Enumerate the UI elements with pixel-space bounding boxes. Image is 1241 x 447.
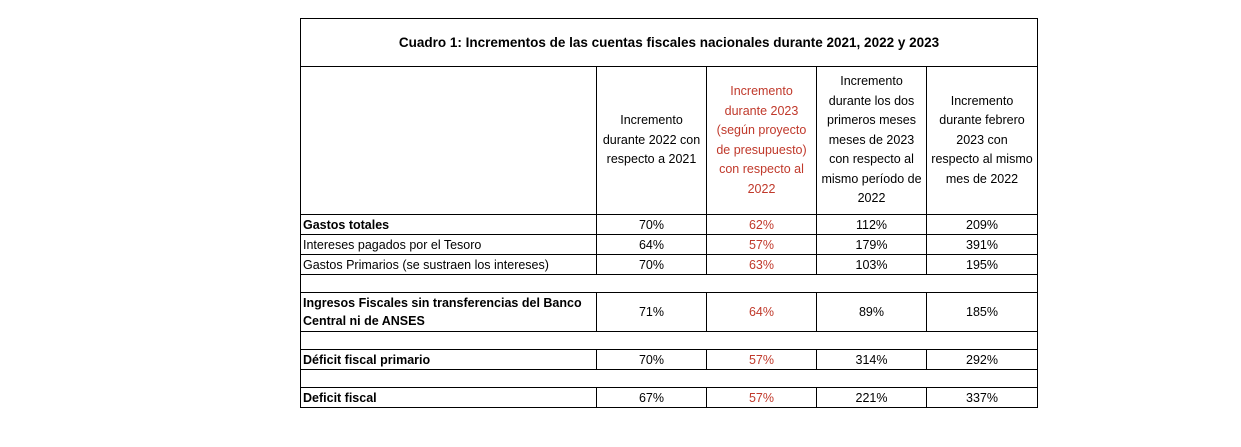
- header-col-2022: [597, 67, 707, 215]
- header-col-2022-text: Incremento durante 2022 con respecto a 2021: [602, 113, 701, 167]
- cell-value: 337%: [927, 388, 1038, 408]
- table-row: [301, 388, 1038, 408]
- table-row: [301, 350, 1038, 370]
- cell-value: 64%: [707, 293, 817, 332]
- fiscal-table-sheet: [300, 18, 1037, 408]
- cell-value: 71%: [597, 293, 707, 332]
- spacer-row: [301, 370, 1038, 388]
- cell-value: 63%: [707, 255, 817, 275]
- spacer-cell: [301, 275, 1038, 293]
- cell-value: 112%: [817, 215, 927, 235]
- header-col-2023-budget: [707, 67, 817, 215]
- spacer-row: [301, 332, 1038, 350]
- cell-value: 221%: [817, 388, 927, 408]
- cell-value: 314%: [817, 350, 927, 370]
- table-row: [301, 255, 1038, 275]
- spacer-cell: [301, 370, 1038, 388]
- table-row: [301, 235, 1038, 255]
- spacer-cell: [301, 332, 1038, 350]
- row-label: Deficit fiscal: [301, 388, 597, 408]
- row-label: Intereses pagados por el Tesoro: [301, 235, 597, 255]
- cell-value: 57%: [707, 350, 817, 370]
- table-row: [301, 293, 1038, 332]
- cell-value: 391%: [927, 235, 1038, 255]
- cell-value: 64%: [597, 235, 707, 255]
- header-col-february: [927, 67, 1038, 215]
- fiscal-accounts-table: [300, 18, 1038, 408]
- row-label: Ingresos Fiscales sin transferencias del Banco Central ni de ANSES: [301, 293, 597, 332]
- cell-value: 292%: [927, 350, 1038, 370]
- table-title: Cuadro 1: Incrementos de las cuentas fiscales nacionales durante 2021, 2022 y 2023: [301, 19, 1038, 67]
- row-label: Gastos Primarios (se sustraen los intereses): [301, 255, 597, 275]
- cell-value: 57%: [707, 235, 817, 255]
- cell-value: 67%: [597, 388, 707, 408]
- row-label: Déficit fiscal primario: [301, 350, 597, 370]
- cell-value: 70%: [597, 350, 707, 370]
- row-label: Gastos totales: [301, 215, 597, 235]
- cell-value: 89%: [817, 293, 927, 332]
- cell-value: 185%: [927, 293, 1038, 332]
- cell-value: 62%: [707, 215, 817, 235]
- header-label-cell: [301, 67, 597, 215]
- cell-value: 70%: [597, 255, 707, 275]
- header-col-two-months: [817, 67, 927, 215]
- cell-value: 195%: [927, 255, 1038, 275]
- table-row: [301, 215, 1038, 235]
- cell-value: 57%: [707, 388, 817, 408]
- spacer-row: [301, 275, 1038, 293]
- cell-value: 209%: [927, 215, 1038, 235]
- cell-value: 103%: [817, 255, 927, 275]
- header-col-february-text: Incremento durante febrero 2023 con respecto al mismo mes de 2022: [931, 93, 1033, 186]
- header-col-two-months-text: Incremento durante los dos primeros meses meses de 2023 con respecto al mismo período de 2022: [821, 74, 922, 206]
- cell-value: 179%: [817, 235, 927, 255]
- header-col-2023-budget-text: Incremento durante 2023 (según proyecto de presupuesto) con respecto al 2022: [716, 84, 807, 196]
- cell-value: 70%: [597, 215, 707, 235]
